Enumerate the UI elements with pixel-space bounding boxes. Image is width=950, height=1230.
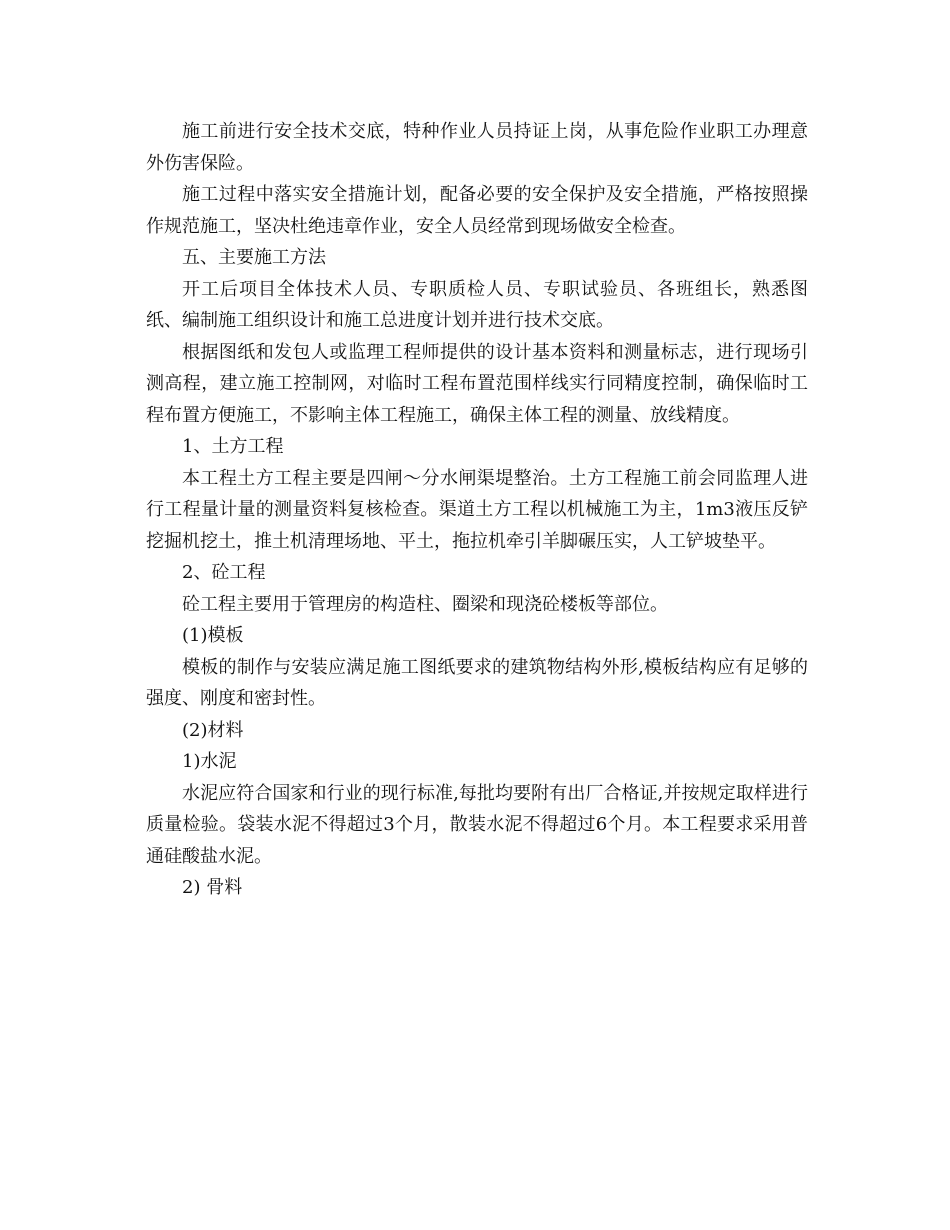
paragraph: 砼工程主要用于管理房的构造柱、圈梁和现浇砼楼板等部位。 [182, 593, 668, 615]
item-heading: (2)材料 [182, 719, 244, 741]
paragraph: 模板的制作与安装应满足施工图纸要求的建筑物结构外形,模板结构应有足够的强度、刚度和密封性。 [146, 656, 808, 709]
item-heading: 1)水泥 [182, 751, 237, 772]
paragraph: 开工后项目全体技术人员、专职质检人员、专职试验员、各班组长，熟悉图纸、编制施工组织设计和施工总进度计划并进行技术交底。 [146, 278, 808, 331]
paragraph: 水泥应符合国家和行业的现行标准,每批均要附有出厂合格证,并按规定取样进行质量检验。袋装水泥不得超过3个月，散装水泥不得超过6个月。本工程要求采用普通硅酸盐水泥。 [146, 782, 808, 867]
paragraph: 施工过程中落实安全措施计划，配备必要的安全保护及安全措施，严格按照操作规范施工，坚决杜绝违章作业，安全人员经常到现场做安全检查。 [146, 184, 808, 237]
paragraph: 本工程土方工程主要是四闸～分水闸渠堤整治。土方工程施工前会同监理人进行工程量计量的测量资料复核检查。渠道土方工程以机械施工为主，1m3液压反铲挖掘机挖土，推土机清理场地、平土，拖拉机牵引羊脚碾压实，人工铲坡垫平。 [146, 467, 808, 552]
paragraph: 根据图纸和发包人或监理工程师提供的设计基本资料和测量标志，进行现场引测高程，建立施工控制网，对临时工程布置范围样线实行同精度控制，确保临时工程布置方便施工，不影响主体工程施工，确保主体工程的测量、放线精度。 [146, 341, 808, 426]
section-heading: 五、主要施工方法 [182, 247, 326, 268]
paragraph: 施工前进行安全技术交底，特种作业人员持证上岗，从事危险作业职工办理意外伤害保险。 [146, 121, 808, 174]
item-heading: 2) 骨料 [182, 877, 243, 898]
subsection-heading: 2、砼工程 [182, 562, 266, 583]
subsection-heading: 1、土方工程 [182, 436, 284, 457]
item-heading: (1)模板 [182, 625, 244, 646]
document-body [146, 116, 808, 904]
